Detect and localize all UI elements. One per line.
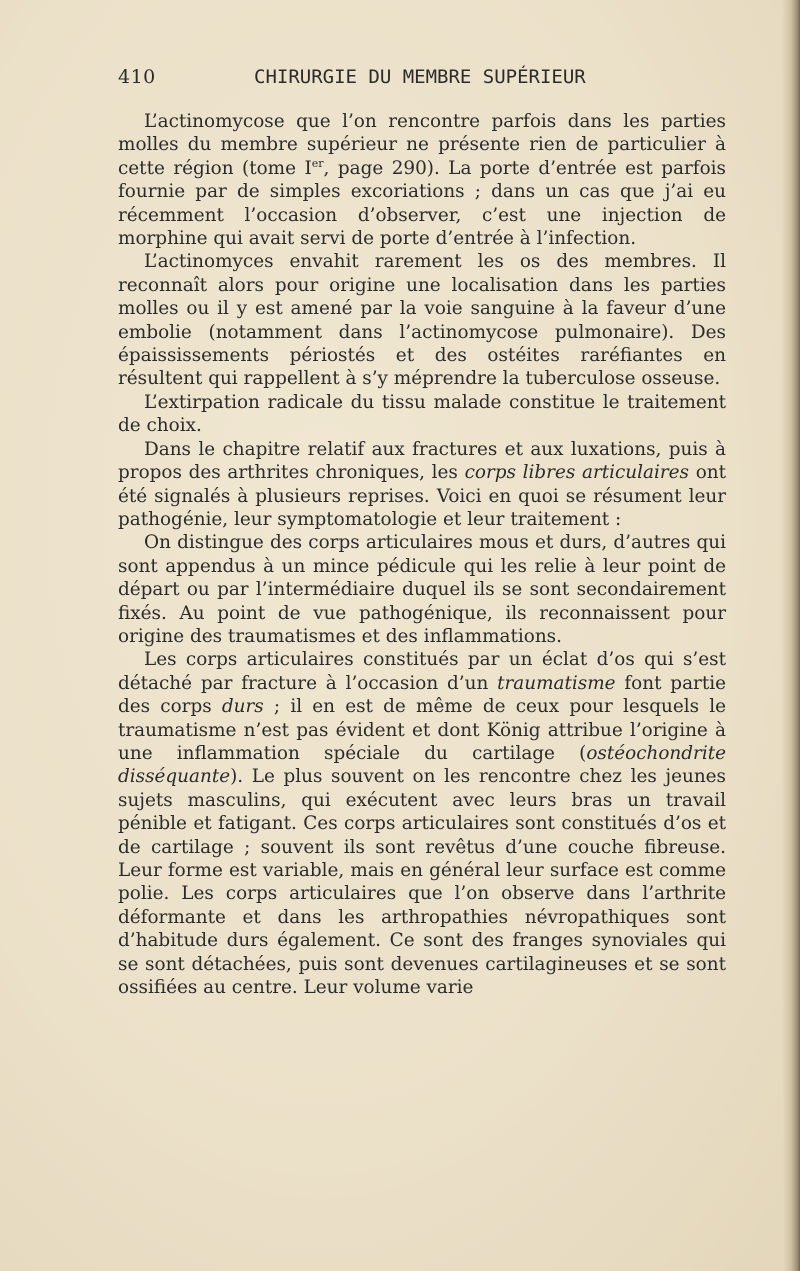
paragraph-extirpation: L’extirpation radicale du tissu malade constitue le traitement de choix. xyxy=(118,391,726,437)
paragraph-corps-durs: Les corps articulaires constitués par un éclat d’os qui s’est détaché par fracture à l’occasion d’un traumatisme font partie des corps durs ; il en est de même de ceux pour lesquels le traumatisme n’est pas évident et dont König attribue l’origine à une inflammation spéciale du cartilage (ostéochondrite disséquante). Le plus souvent on les rencontre chez les jeunes sujets masculins, qui exécutent avec leurs bras un travail pénible et fatigant. Ces corps articulaires sont constitués d’os et de cartilage ; souvent ils sont revêtus d’une couche fibreuse. Leur forme est variable, mais en général leur surface est comme polie. Les corps articulaires que l’on observe dans l’arthrite déformante et dans les arthropathies névropathiques sont d’habitude durs également. Ce sont des franges synoviales qui se sont détachées, puis sont devenues cartilagineuses et se sont ossifiées au centre. Leur volume varie xyxy=(118,649,726,999)
paragraph-distinction: On distingue des corps articulaires mous et durs, d’autres qui sont appendus à un mince pédicule qui les relie à leur point de départ ou par l’intermédiaire duquel ils se sont secondairement fixés. Au point de vue pathogénique, ils reconnaissent pour origine des traumatismes et des inflammations. xyxy=(118,532,726,647)
italic-term: durs xyxy=(221,696,264,718)
page-number: 410 xyxy=(118,66,156,88)
running-title: CHIRURGIE DU MEMBRE SUPÉRIEUR xyxy=(254,66,586,88)
body-text xyxy=(118,110,726,999)
italic-term: traumatisme xyxy=(497,672,616,694)
page-edge xyxy=(782,0,800,1271)
paragraph-actinomyces-os: L’actinomyces envahit rarement les os des membres. Il reconnaît alors pour origine une localisation dans les parties molles ou il y est amené par la voie sanguine à la faveur d’une embolie (notamment dans l’actinomycose pulmonaire). Des épaississements périostés et des ostéites raréfiantes en résultent qui rappellent à s’y méprendre la tuberculose osseuse. xyxy=(118,251,726,390)
paragraph-actinomycose: L’actinomycose que l’on rencontre parfois dans les parties molles du membre supérieur ne présente rien de particulier à cette région (tome Ier, page 290). La porte d’entrée est parfois fournie par de simples excoriations ; dans un cas que j’ai eu récemment l’occasion d’observer, c’est une injection de morphine qui avait servi de porte d’entrée à l’infection. xyxy=(118,111,726,250)
paragraph-corps-libres: Dans le chapitre relatif aux fractures et aux luxations, puis à propos des arthrites chroniques, les corps libres articulaires ont été signalés à plusieurs reprises. Voici en quoi se résument leur pathogénie, leur symptomatologie et leur traitement : xyxy=(118,438,726,530)
italic-term: corps libres articulaires xyxy=(464,462,689,484)
italic-term: ostéochondrite disséquante xyxy=(118,742,726,788)
